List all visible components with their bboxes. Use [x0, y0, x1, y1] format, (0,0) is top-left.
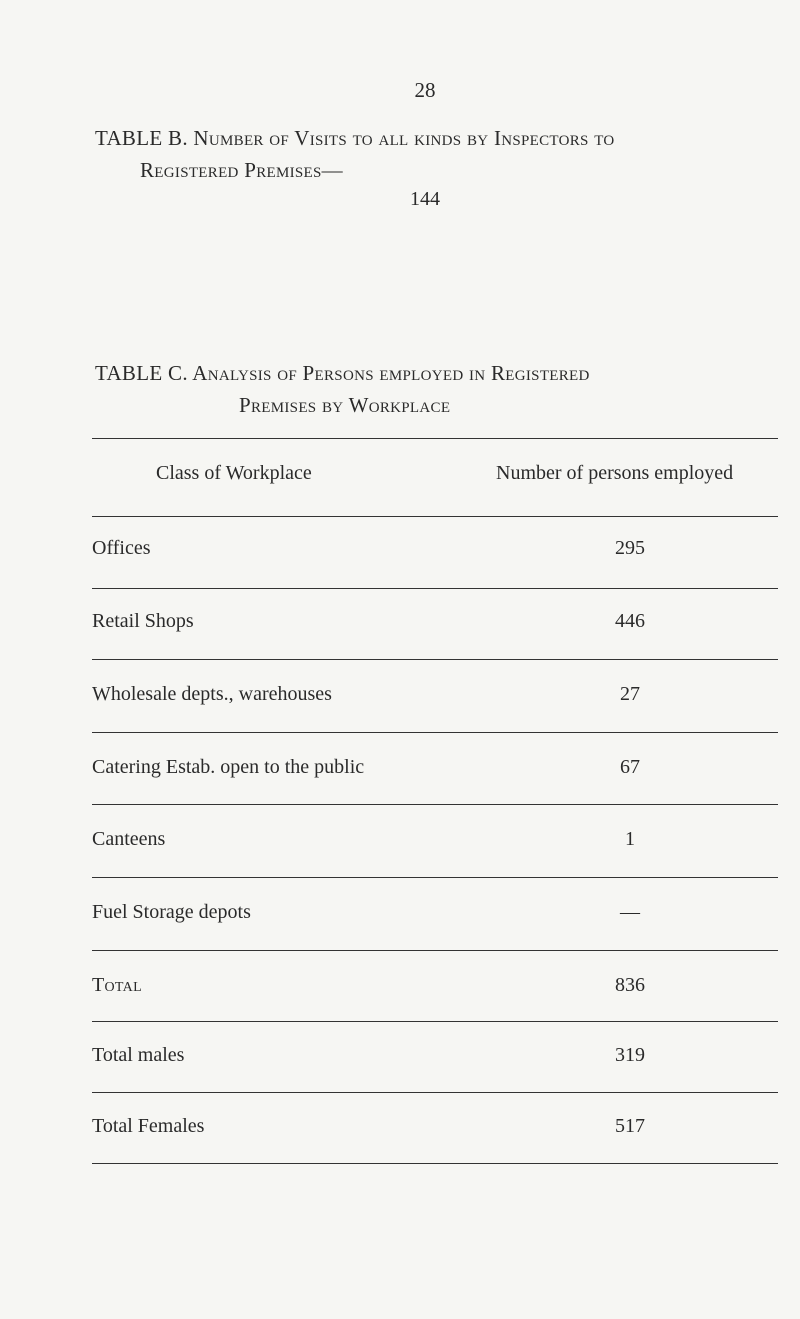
row-divider	[92, 804, 778, 805]
row-divider	[92, 659, 778, 660]
row-value: 517	[615, 1115, 645, 1137]
row-label: Total males	[92, 1044, 185, 1066]
row-value: —	[620, 901, 640, 923]
row-label: Wholesale depts., warehouses	[92, 683, 332, 705]
row-divider	[92, 588, 778, 589]
row-label: Catering Estab. open to the public	[92, 756, 365, 778]
column-header-class: Class of Workplace	[156, 462, 312, 484]
row-value: 27	[620, 683, 640, 705]
header-bottom-rule	[92, 516, 778, 517]
row-label: Fuel Storage depots	[92, 901, 251, 923]
row-divider	[92, 732, 778, 733]
row-divider	[92, 1021, 778, 1022]
row-value: 295	[615, 537, 645, 559]
row-value: 67	[620, 756, 640, 778]
table-b-visits-count: 144	[410, 188, 440, 210]
column-header-number: Number of persons employed	[496, 462, 734, 484]
row-divider	[92, 950, 778, 951]
row-label: Total Females	[92, 1115, 205, 1137]
row-value: 1	[625, 828, 635, 850]
table-b-title-line2: Registered Premises—	[140, 158, 343, 182]
row-label: Retail Shops	[92, 610, 194, 632]
table-b-title-line1: TABLE B. Number of Visits to all kinds by Inspectors to	[95, 126, 615, 150]
row-value: 319	[615, 1044, 645, 1066]
table-c-title-line2: Premises by Workplace	[239, 393, 451, 417]
row-label: Offices	[92, 537, 151, 559]
row-label: Total	[92, 974, 142, 996]
table-c-title-line1: TABLE C. Analysis of Persons employed in Registered	[95, 361, 590, 385]
table-c-heading	[95, 357, 785, 421]
row-value: 836	[615, 974, 645, 996]
page-number: 28	[414, 78, 436, 102]
table-top-rule	[92, 438, 778, 439]
row-value: 446	[615, 610, 645, 632]
row-divider	[92, 877, 778, 878]
table-b-heading	[95, 122, 775, 186]
table-bottom-rule	[92, 1163, 778, 1164]
row-divider	[92, 1092, 778, 1093]
row-label: Canteens	[92, 828, 166, 850]
